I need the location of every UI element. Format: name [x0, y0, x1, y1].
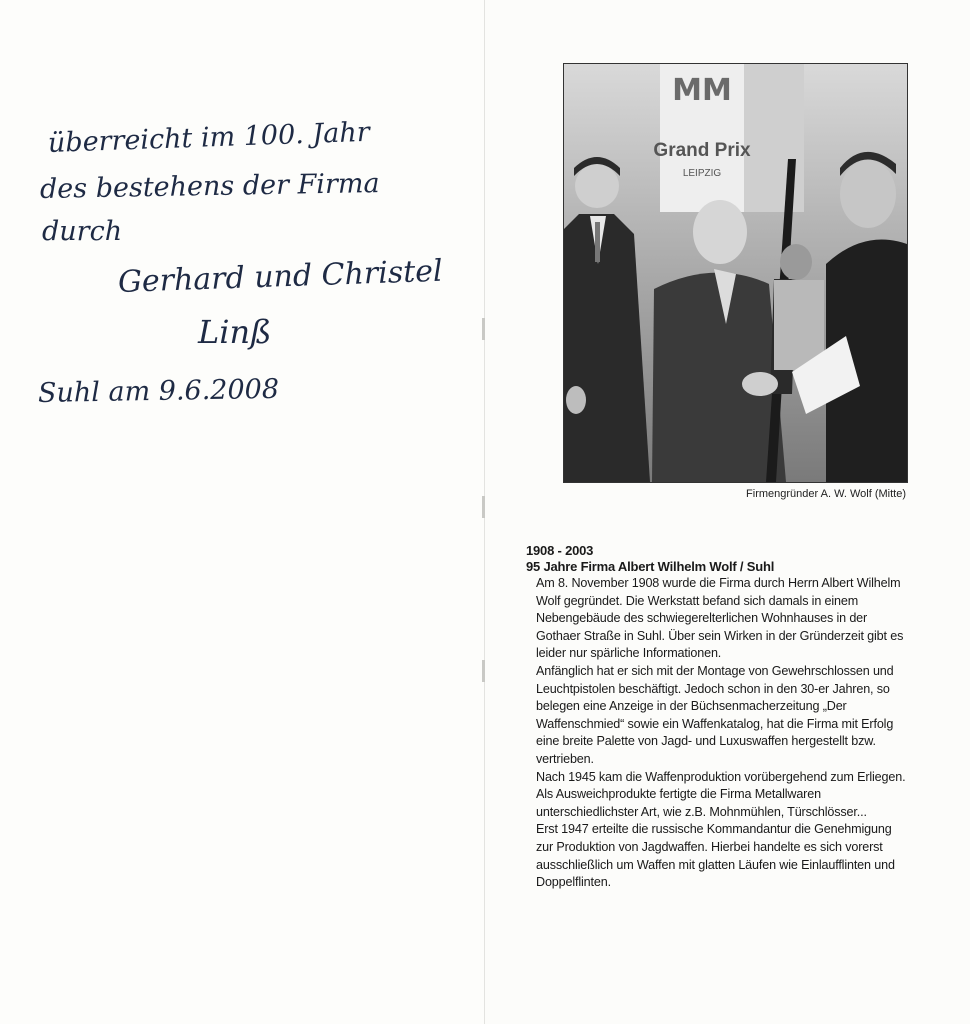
banner-subtext: LEIPZIG: [682, 168, 722, 179]
dedication-line: überreicht im 100. Jahr: [47, 116, 371, 159]
article: [526, 543, 918, 892]
photo-caption: Firmengründer A. W. Wolf (Mitte): [746, 488, 906, 500]
banner-text: Grand Prix: [653, 140, 751, 161]
dedication-line: durch: [42, 216, 123, 247]
article-years: 1908 - 2003: [526, 543, 594, 558]
dedication-signature: Linß: [198, 313, 272, 351]
dedication-line: Gerhard und Christel: [117, 253, 444, 300]
article-paragraph: Anfänglich hat er sich mit der Montage von Gewehrschlossen und Leuchtpistolen beschäftigt. Jedoch schon in den 30-er Jahren, so belegen eine Anzeige in der Büchsenmacherzeitung „Der Waffenschmied“ sowie ein Waffenkatalog, hat die Firma mit Erfolg eine breite Palette von Jagd- und Luxuswaffen hergestellt bzw. vertrieben.: [536, 663, 894, 766]
historic-photo: [563, 63, 908, 483]
banner-logo: MM: [672, 73, 732, 108]
article-paragraph: Am 8. November 1908 wurde die Firma durch Herrn Albert Wilhelm Wolf gegründet. Die Werkstatt befand sich damals in einem Nebengebäude des schwiegerelterlichen Wohnhauses in der Gothaer Straße in Suhl. Über sein Wirken in der Gründerzeit gibt es leider nur spärliche Informationen.: [536, 576, 904, 661]
dedication-line: des bestehens der Firma: [39, 168, 380, 205]
dedication-place-date: Suhl am 9.6.2008: [37, 373, 280, 409]
article-body: [536, 575, 906, 892]
article-paragraph: Erst 1947 erteilte die russische Kommandantur die Genehmigung zur Produktion von Jagdwaffen. Hierbei handelte es sich vorerst ausschließlich um Waffen mit glatten Läufen wie Einlaufflinten und Doppelflinten.: [536, 822, 895, 890]
article-headline: 95 Jahre Firma Albert Wilhelm Wolf / Suhl: [526, 559, 775, 574]
article-paragraph: Nach 1945 kam die Waffenproduktion vorübergehend zum Erliegen. Als Ausweichprodukte fertigte die Firma Metallwaren unterschiedlichster Art, wie z.B. Mohnmühlen, Türschlösser...: [536, 769, 906, 819]
